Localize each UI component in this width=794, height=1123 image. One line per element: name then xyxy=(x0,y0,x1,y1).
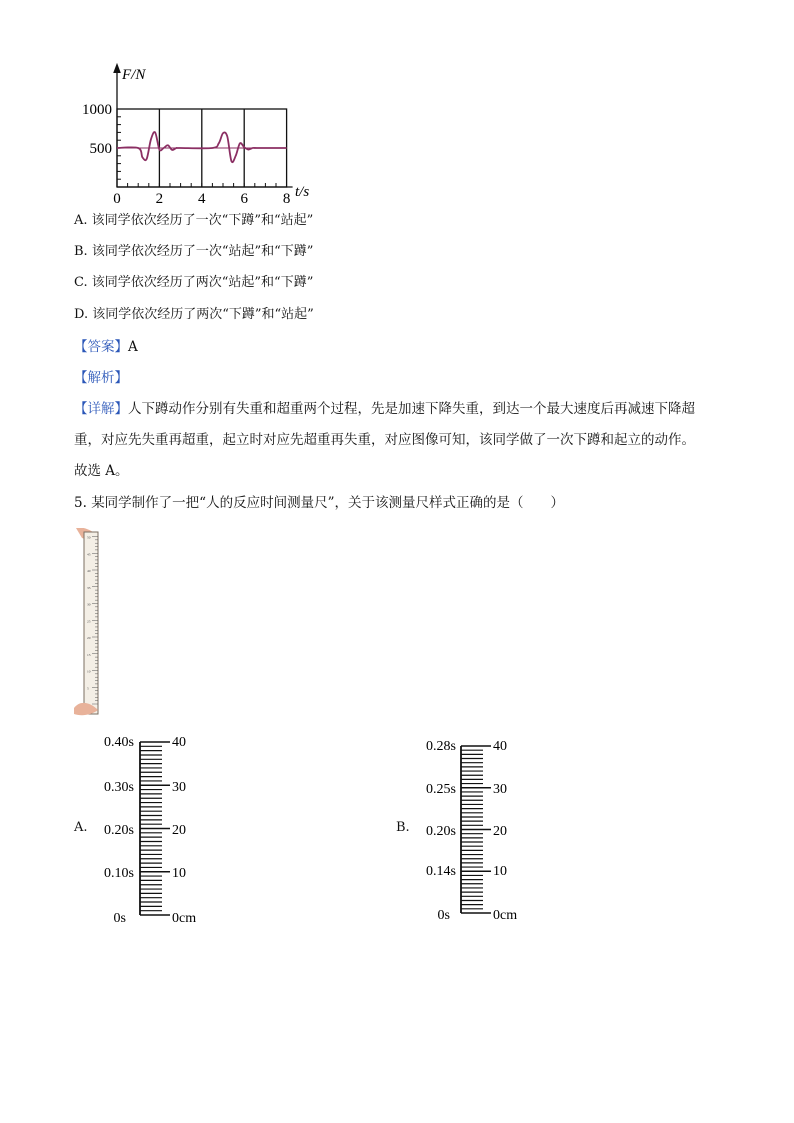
question-5-text: 某同学制作了一把“人的反应时间测量尺”，关于该测量尺样式正确的是（ ） xyxy=(91,495,564,511)
y-axis-label: F/N xyxy=(122,67,146,83)
y-tick-label: 500 xyxy=(89,141,112,157)
ruler-b-right-label-1: 30 xyxy=(493,782,507,797)
ruler-a-right-label-1: 30 xyxy=(172,780,186,795)
chart-axes xyxy=(117,68,293,187)
ruler-a-ticks xyxy=(140,742,170,915)
option-b-label: B. xyxy=(74,244,88,259)
ruler-a-left-label-1: 0.30s xyxy=(104,780,134,795)
answer-value: A xyxy=(128,339,138,355)
option-c-label: C. xyxy=(74,275,88,290)
ruler-b-left-label-3: 0.14s xyxy=(426,864,456,879)
ruler-a-right-label-4: 0cm xyxy=(172,911,197,926)
ruler-b-left-label-4: 0s xyxy=(437,908,450,923)
photo-number: 40 xyxy=(87,569,91,573)
question-5-number: 5. xyxy=(74,495,87,511)
photo-number: 30 xyxy=(87,602,91,607)
ruler-b-ticks xyxy=(461,746,491,913)
detail-line-2: 重，对应先失重再超重，起立时对应先超重再失重，对应图像可知，该同学做了一次下蹲和起立的动作。 xyxy=(74,432,695,448)
answer-line xyxy=(74,338,138,356)
ruler-b-left-label-2: 0.20s xyxy=(426,824,456,839)
option-a-label: A. xyxy=(74,213,88,228)
detail-line-3: 故选 A。 xyxy=(74,463,129,479)
option-b-text: 该同学依次经历了一次“站起”和“下蹲” xyxy=(91,244,314,259)
photo-number: 15 xyxy=(87,652,91,657)
option-a-figure-label: A. xyxy=(74,820,88,835)
x-tick-label: 0 xyxy=(113,191,121,205)
photo-number: 50 xyxy=(87,535,91,540)
chart-tick-labels xyxy=(82,102,290,205)
ruler-a-left-label-0: 0.40s xyxy=(104,735,134,750)
answer-tag: 【答案】 xyxy=(74,339,128,355)
option-a[interactable] xyxy=(74,212,313,230)
ruler-a-left-label-2: 0.20s xyxy=(104,823,134,838)
option-d[interactable] xyxy=(74,306,314,324)
x-tick-label: 6 xyxy=(240,191,248,205)
ruler-a-left-label-4: 0s xyxy=(113,911,126,926)
x-tick-label: 4 xyxy=(198,191,206,205)
ruler-a-right-label-2: 20 xyxy=(172,823,186,838)
ruler-b-left-label-1: 0.25s xyxy=(426,782,456,797)
option-b[interactable] xyxy=(74,243,313,261)
ruler-a-right-label-3: 10 xyxy=(172,866,186,881)
detail-tag: 【详解】 xyxy=(74,401,128,417)
detail-paragraph xyxy=(74,400,695,480)
ruler-a-right-label-0: 40 xyxy=(172,735,186,750)
x-tick-label: 2 xyxy=(155,191,164,205)
photo-number: 10 xyxy=(87,669,91,674)
ruler-b-left-label-0: 0.28s xyxy=(426,739,456,754)
photo-number: 35 xyxy=(87,585,91,590)
ruler-b-right-label-0: 40 xyxy=(493,739,507,754)
photo-number: 5 xyxy=(87,686,89,691)
analysis-tag: 【解析】 xyxy=(74,370,128,386)
detail-text-1: 人下蹲动作分别有失重和超重两个过程，先是加速下降失重，到达一个最大速度后再减速下降超 xyxy=(128,401,695,417)
option-d-label: D. xyxy=(74,307,89,322)
ruler-a-left-label-3: 0.10s xyxy=(104,866,134,881)
question-5 xyxy=(74,494,564,512)
ruler-b-right-label-2: 20 xyxy=(493,824,507,839)
option-d-text: 该同学依次经历了两次“下蹲”和“站起” xyxy=(92,307,314,322)
ruler-photo xyxy=(72,528,112,718)
option-c[interactable] xyxy=(74,274,313,292)
ruler-b[interactable] xyxy=(414,732,544,928)
detail-line-1 xyxy=(74,400,695,418)
option-a-text: 该同学依次经历了一次“下蹲”和“站起” xyxy=(91,213,314,228)
analysis-line xyxy=(74,369,128,387)
option-c-text: 该同学依次经历了两次“站起”和“下蹲” xyxy=(91,275,314,290)
photo-number: 45 xyxy=(87,552,91,557)
y-tick-label: 1000 xyxy=(82,102,112,118)
x-axis-label: t/s xyxy=(295,184,310,200)
option-b-figure-label: B. xyxy=(396,820,410,835)
photo-number: 20 xyxy=(87,636,91,640)
photo-number: 25 xyxy=(87,619,91,624)
force-time-chart xyxy=(70,60,330,205)
ruler-b-right-label-4: 0cm xyxy=(493,908,518,923)
ruler-a[interactable] xyxy=(90,728,220,928)
x-tick-label: 8 xyxy=(282,191,291,205)
ruler-b-right-label-3: 10 xyxy=(493,864,507,879)
